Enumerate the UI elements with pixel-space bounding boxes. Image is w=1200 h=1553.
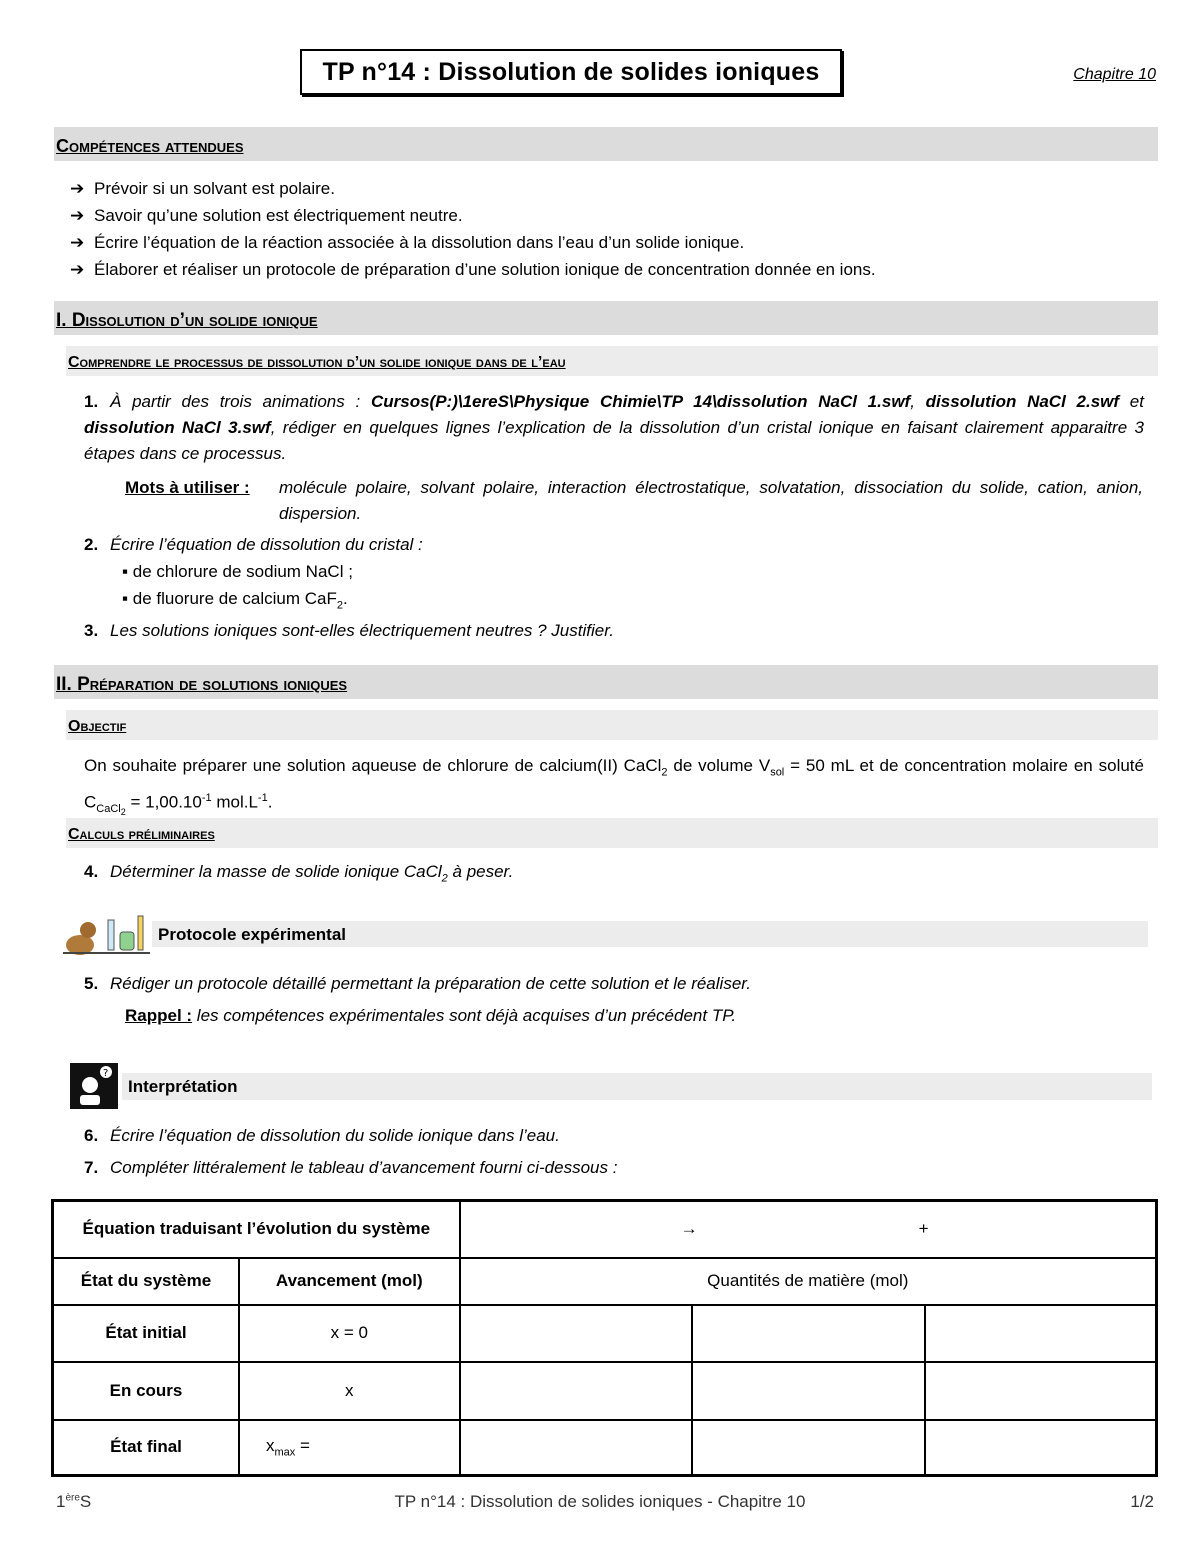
- row-label: État initial: [53, 1305, 240, 1362]
- arrow-icon: ➔: [70, 260, 85, 279]
- footer-title: TP n°14 : Dissolution de solides ioniques - Chapitre 10: [394, 1492, 806, 1511]
- list-item: ▪ de chlorure de sodium NaCl ;: [122, 562, 353, 581]
- lab-icon: [58, 910, 153, 960]
- question-1: 1. À partir des trois animations : Cursos(P:)\1ereS\Physique Chimie\TP 14\dissolution NaCl 1.swf, dissolution NaCl 2.swf et dissolution NaCl 3.swf, rédiger en quelques lignes l’explication de la dissolution d’un cristal ionique en faisant clairement apparaitre 3 étapes dans ce processus.: [84, 392, 1144, 463]
- svg-text:?: ?: [103, 1068, 109, 1079]
- mots-label: Mots à utiliser :: [125, 478, 250, 497]
- arrow-icon: ➔: [70, 233, 85, 252]
- tableau-avancement: [51, 1199, 1158, 1477]
- section2-title: II. Préparation de solutions ioniques: [56, 674, 348, 695]
- section1-subtitle: Comprendre le processus de dissolution d’un solide ionique dans de l’eau: [68, 354, 566, 371]
- section1-band: [54, 301, 1158, 335]
- list-item: ➔ Élaborer et réaliser un protocole de préparation d’une solution ionique de concentration donnée en ions.: [70, 257, 1160, 284]
- calculs-title: Calculs préliminaires: [68, 826, 215, 843]
- question-5: 5. Rédiger un protocole détaillé permettant la préparation de cette solution et le réaliser.: [84, 974, 752, 993]
- chapter-label: Chapitre 10: [1073, 66, 1156, 83]
- competences-list: [70, 176, 1160, 284]
- quantity-cell[interactable]: [460, 1362, 693, 1420]
- question-2-list: [122, 558, 353, 619]
- row-label: État final: [53, 1420, 240, 1476]
- table-row: [53, 1420, 1157, 1476]
- list-item: ➔ Savoir qu’une solution est électriquement neutre.: [70, 203, 1160, 230]
- list-item: ➔ Prévoir si un solvant est polaire.: [70, 176, 1160, 203]
- footer-class: 1èreS: [56, 1492, 92, 1511]
- quantity-cell[interactable]: [925, 1420, 1157, 1476]
- objectif-band: [66, 710, 1158, 740]
- arrow-icon: ➔: [70, 206, 85, 225]
- objectif-text: On souhaite préparer une solution aqueuse de chlorure de calcium(II) CaCl$_2$ de volume $V_{sol} = 50$ mL et de concentration molaire en soluté $C_{CaCl_2} = 1,00.10^{-1}$ $mol.L^{-1}$.: [84, 756, 1144, 818]
- page-title: TP n°14 : Dissolution de solides ioniques: [300, 49, 842, 95]
- question-6: 6. Écrire l’équation de dissolution du solide ionique dans l’eau.: [84, 1126, 560, 1145]
- animation-path: Cursos(P:)\1ereS\Physique Chimie\TP 14\dissolution NaCl 1.swf: [370, 392, 911, 411]
- table-row: [53, 1258, 1157, 1305]
- plus-sign: +: [918, 1219, 929, 1238]
- quantity-cell[interactable]: [692, 1305, 925, 1362]
- objectif-title: Objectif: [68, 718, 127, 735]
- table-row: [53, 1201, 1157, 1258]
- section1-sub-band: [66, 346, 1158, 376]
- question-7: 7. Compléter littéralement le tableau d’avancement fourni ci-dessous :: [84, 1158, 618, 1177]
- question-3: 3. Les solutions ioniques sont-elles électriquement neutres ? Justifier.: [84, 621, 614, 640]
- quantity-cell[interactable]: [925, 1305, 1157, 1362]
- row-label: En cours: [53, 1362, 240, 1420]
- list-item: ➔ Écrire l’équation de la réaction associée à la dissolution dans l’eau d’un solide ionique.: [70, 230, 1160, 257]
- page-number: 1/2: [1130, 1492, 1154, 1511]
- interpretation-title: Interprétation: [128, 1077, 238, 1096]
- quantity-cell[interactable]: [692, 1420, 925, 1476]
- equation-label: Équation traduisant l’évolution du système: [53, 1201, 460, 1258]
- avancement-cell: x: [239, 1362, 460, 1420]
- table-row: [53, 1305, 1157, 1362]
- question-4: 4. Déterminer la masse de solide ionique CaCl$_2$ à peser.: [84, 862, 514, 885]
- quantity-cell[interactable]: [925, 1362, 1157, 1420]
- arrow-icon: ➔: [70, 179, 85, 198]
- avancement-cell: x = 0: [239, 1305, 460, 1362]
- quantites-header: Quantités de matière (mol): [460, 1258, 1157, 1305]
- mots-text: molécule polaire, solvant polaire, interaction électrostatique, solvatation, dissociation du solide, cation, anion, dispersion.: [279, 478, 1143, 523]
- interpretation-band: [122, 1073, 1152, 1100]
- protocole-band: [152, 921, 1148, 947]
- quantity-cell[interactable]: [692, 1362, 925, 1420]
- arrow-icon: →: [680, 1219, 698, 1238]
- list-item: ▪ de fluorure de calcium CaF$_2$.: [122, 589, 348, 612]
- competences-title: Compétences attendues: [56, 136, 244, 156]
- thinking-icon: [70, 1063, 118, 1109]
- table-row: [53, 1362, 1157, 1420]
- protocole-title: Protocole expérimental: [158, 925, 347, 944]
- avancement-cell[interactable]: $x_{max}$ =: [239, 1420, 460, 1476]
- avancement-header: Avancement (mol): [239, 1258, 460, 1305]
- section1-title: I. Dissolution d’un solide ionique: [56, 310, 318, 331]
- competences-band: [54, 127, 1158, 161]
- section2-band: [54, 665, 1158, 699]
- quantity-cell[interactable]: [460, 1420, 693, 1476]
- rappel: Rappel : les compétences expérimentales sont déjà acquises d’un précédent TP.: [125, 1006, 737, 1025]
- calculs-band: [66, 818, 1158, 848]
- etat-header: État du système: [53, 1258, 240, 1305]
- quantity-cell[interactable]: [460, 1305, 693, 1362]
- question-2: 2. Écrire l’équation de dissolution du cristal :: [84, 535, 423, 554]
- equation-cell[interactable]: [460, 1201, 1157, 1258]
